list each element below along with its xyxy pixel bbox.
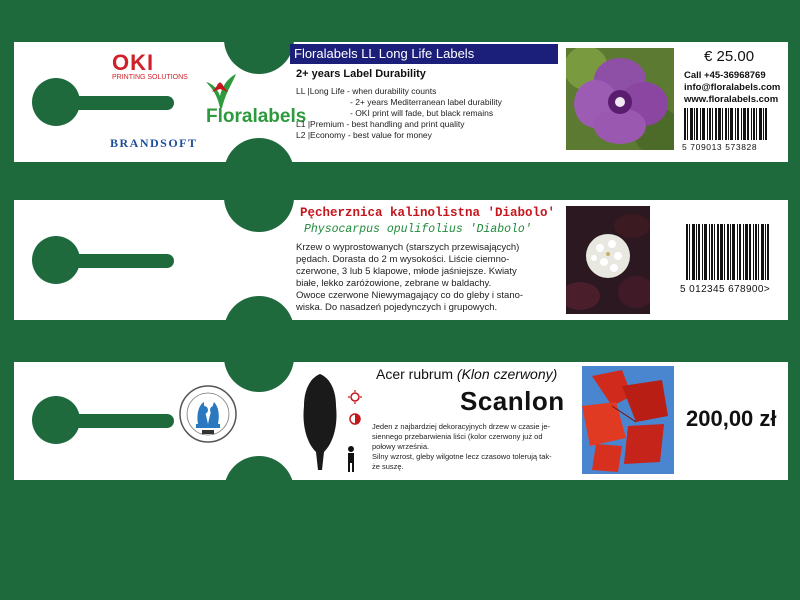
half-shade-icon [348,412,362,426]
website: www.floralabels.com [684,94,779,105]
description-line: siennego przebarwienia liści (kolor czerwony już od [372,432,543,441]
nursery-seal-logo [178,384,238,444]
description-line: L1 |Premium - best handling and print quality [296,119,465,129]
hanging-slot [66,96,174,110]
hanging-slot [66,254,174,268]
description-line: - 2+ years Mediterranean label durability [350,97,502,107]
flower-logo-icon [202,72,238,110]
description-line: Jeden z najbardziej dekoracyjnych drzew w czasie je- [372,422,551,431]
label-diabolo [14,200,788,320]
hibiscus-photo [566,48,674,150]
description-line: wiska. Do nasadzeń pojedynczych i grupowych. [296,302,498,313]
barcode [684,108,778,140]
top-notch [224,42,294,74]
oki-logo: OKI [112,50,155,75]
phone: Call +45-36968769 [684,70,766,81]
barcode-digits: 5 012345 678900 [680,284,764,295]
red-maple-leaves-photo [582,366,674,474]
latin-name: Acer rubrum [376,366,454,382]
tree-silhouette-icon [300,372,340,472]
bottom-notch [224,138,294,162]
hanging-slot [66,414,174,428]
label-floralabels [14,42,788,162]
description-line: połowy września. [372,442,430,451]
price: € 25.00 [704,48,755,65]
description-line: czerwone, 3 lub 5 klapowe, młode jaśniejsze. Kwiaty [296,266,517,277]
top-notch [224,200,294,232]
plant-latin-name: Physocarpus opulifolius 'Diabolo' [304,223,532,236]
bottom-notch [224,296,294,320]
bottom-notch [224,456,294,480]
plant-title [376,366,557,382]
description-line: pędach. Dorasta do 2 m wysokości. Liście ciemno- [296,254,510,265]
person-scale-icon [344,446,358,472]
variety-name: Scanlon [460,386,565,416]
barcode-arrow: > [763,284,771,295]
description-line: L2 |Economy - best value for money [296,130,432,140]
barcode [686,224,778,280]
floralabels-logo: Floralabels [206,106,307,127]
durability-subtitle: 2+ years Label Durability [296,68,426,80]
email: info@floralabels.com [684,82,781,93]
description-line: Krzew o wyprostowanych (starszych przewisających) [296,242,520,253]
description-line: - OKI print will fade, but black remains [350,108,494,118]
diabolo-photo [566,206,650,314]
header-title: Floralabels LL Long Life Labels [294,46,475,61]
barcode-number: 5 709013 573828 [682,142,758,152]
plant-title: Pęcherznica kalinolistna 'Diabolo' [300,206,556,220]
header-bar [290,44,558,64]
description-line: że suszę. [372,462,404,471]
description-line: LL |Long Life - when durability counts [296,86,437,96]
price: 200,00 zł [686,406,777,431]
sun-icon [348,390,362,404]
common-name: (Klon czerwony) [456,366,558,382]
oki-tagline: PRINTING SOLUTIONS [112,74,188,81]
brandsoft-logo: BRANDSOFT [110,136,198,150]
barcode-number [680,284,770,295]
description-line: Owoce czerwone Niewymagający co do gleby i stano- [296,290,524,301]
label-acer-rubrum [14,362,788,480]
description-line: Silny wzrost, gleby wilgotne lecz czasowo tolerują tak- [372,452,552,461]
description-line: białe, lekko zaróżowione, zebrane w baldachy. [296,278,492,289]
